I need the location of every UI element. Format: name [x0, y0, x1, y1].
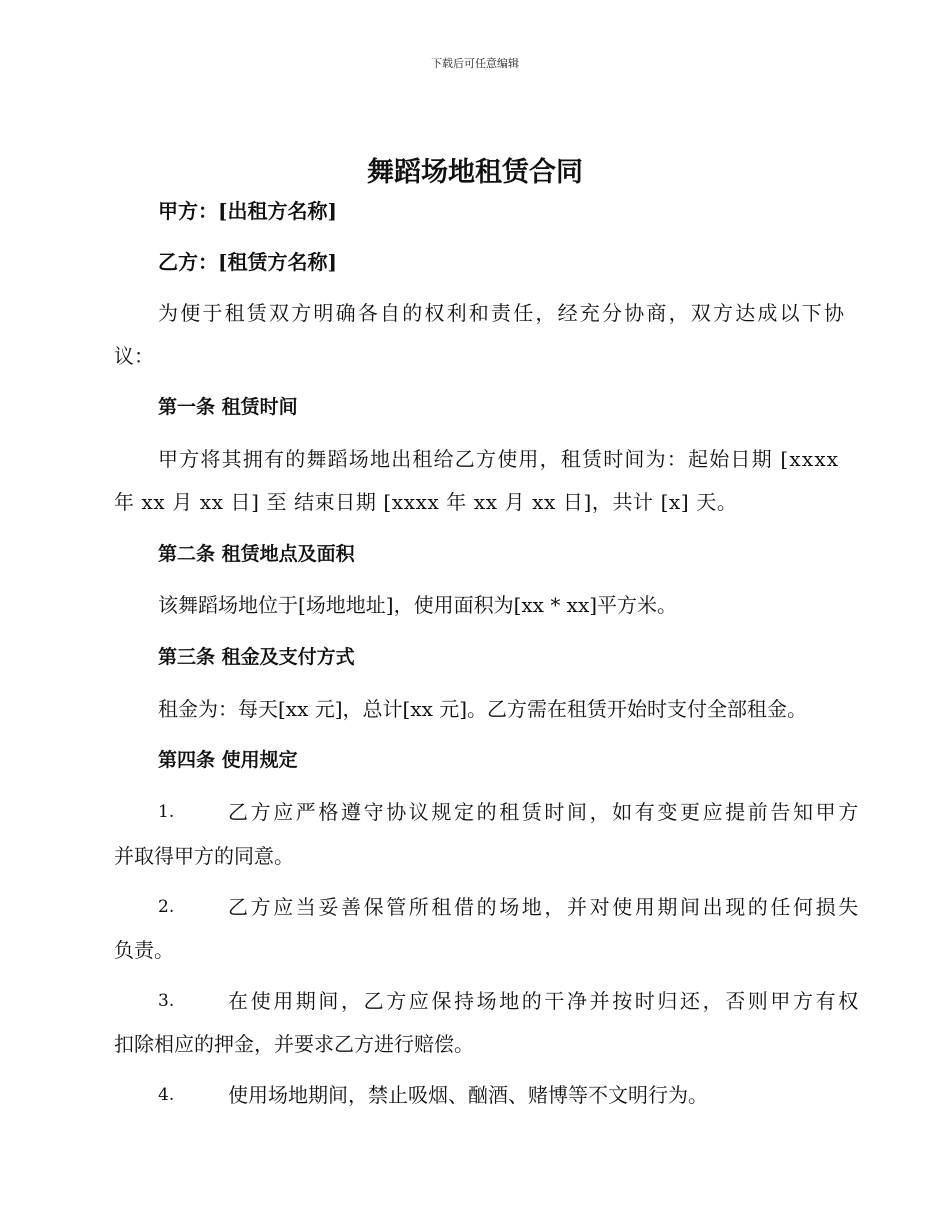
item-1-number: 1. — [158, 802, 175, 822]
item-1-line-1: 乙方应严格遵守协议规定的租赁时间，如有变更应提前告知甲方 — [228, 800, 861, 824]
article-1-line-2: 年 xx 月 xx 日] 至 结束日期 [xxxx 年 xx 月 xx 日]，共计 [x] 天。 — [114, 490, 738, 514]
article-1-heading: 第一条 租赁时间 — [158, 396, 298, 418]
item-1-line-2: 并取得甲方的同意。 — [114, 844, 294, 868]
article-3-line-1: 租金为：每天[xx 元]，总计[xx 元]。乙方需在租赁开始时支付全部租金。 — [158, 697, 808, 721]
header-note: 下载后可任意编辑 — [431, 57, 519, 70]
item-2-line-1: 乙方应当妥善保管所租借的场地，并对使用期间出现的任何损失 — [228, 895, 861, 919]
article-4-heading: 第四条 使用规定 — [158, 749, 298, 771]
article-2-heading: 第二条 租赁地点及面积 — [158, 543, 355, 565]
intro-line-1: 为便于租赁双方明确各自的权利和责任，经充分协商，双方达成以下协 — [158, 301, 847, 325]
document-title: 舞蹈场地租赁合同 — [367, 157, 583, 188]
article-1-line-1: 甲方将其拥有的舞蹈场地出租给乙方使用，租赁时间为：起始日期 [xxxx — [158, 447, 840, 471]
item-3-number: 3. — [158, 991, 175, 1011]
item-3-line-1: 在使用期间，乙方应保持场地的干净并按时归还，否则甲方有权 — [228, 989, 861, 1013]
article-3-heading: 第三条 租金及支付方式 — [158, 646, 355, 668]
item-2-number: 2. — [158, 897, 175, 917]
intro-line-2: 议： — [114, 344, 154, 368]
article-2-line-1: 该舞蹈场地位于[场地地址]，使用面积为[xx * xx]平方米。 — [158, 593, 678, 617]
item-4-number: 4. — [158, 1085, 175, 1105]
item-2-line-2: 负责。 — [114, 938, 174, 962]
party-a: 甲方：[出租方名称] — [158, 199, 337, 223]
item-3-line-2: 扣除相应的押金，并要求乙方进行赔偿。 — [114, 1032, 474, 1056]
party-b: 乙方：[租赁方名称] — [158, 250, 337, 274]
item-4-line-1: 使用场地期间，禁止吸烟、酗酒、赌博等不文明行为。 — [228, 1083, 708, 1107]
